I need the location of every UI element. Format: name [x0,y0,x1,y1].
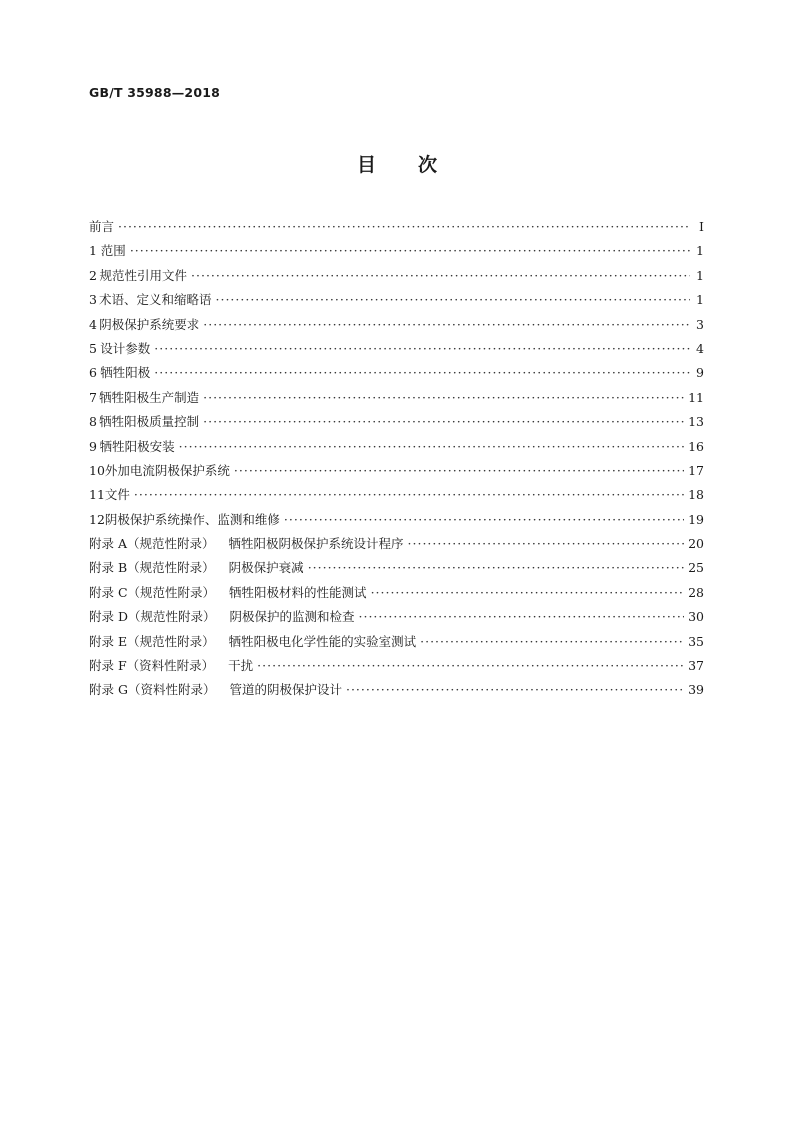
dot-leader [420,630,684,654]
toc-entry-label: 管道的阴极保护设计 [229,682,342,698]
toc-entry-label: 阴极保护衰减 [228,560,304,576]
dot-leader [216,288,690,312]
toc-entry-annex-code [89,581,229,605]
toc-entry-5[interactable] [89,337,704,361]
annex-prefix: 附录 D（规范性附录） [89,609,216,625]
toc-entry-8[interactable] [89,410,704,434]
toc-entry-annex-d[interactable] [89,605,704,629]
toc-entry-page: 30 [688,609,704,625]
toc-entry-label: 阴极保护系统操作、监测和维修 [104,511,280,527]
toc-entry-page: 1 [696,292,704,308]
table-of-contents [89,215,704,703]
toc-entry-number: 4 [89,316,97,332]
toc-entry-annex-code [89,532,229,556]
toc-entry-number: 5 [89,340,97,356]
dot-leader [284,508,684,532]
dot-leader [134,483,684,507]
toc-entry-page: Ⅰ [699,219,704,234]
toc-entry-label: 规范性引用文件 [99,267,188,283]
page-title [0,150,794,177]
toc-entry-annex-b[interactable] [89,556,704,580]
toc-entry-number: 1 [89,243,97,259]
toc-entry-label: 阴极保护系统要求 [99,316,200,332]
toc-entry-annex-e[interactable] [89,630,704,654]
toc-entry-number: 9 [89,438,97,454]
toc-entry-number: 11 [89,487,105,503]
dot-leader [257,654,684,678]
toc-entry-page: 19 [688,511,704,527]
dot-leader [118,215,690,239]
toc-entry-label: 牺牲阳极电化学性能的实验室测试 [228,633,417,649]
toc-entry-6[interactable] [89,361,704,385]
toc-entry-page: 1 [696,243,704,259]
toc-entry-3[interactable] [89,288,704,312]
toc-entry-label: 干扰 [228,658,254,674]
annex-prefix: 附录 C（规范性附录） [89,584,216,600]
toc-entry-11[interactable] [89,483,704,507]
toc-entry-10[interactable] [89,459,704,483]
dot-leader [203,386,684,410]
toc-entry-label: 设计参数 [100,340,151,356]
toc-entry-label: 牺牲阳极安装 [99,438,175,454]
toc-entry-page: 18 [688,487,704,503]
toc-entry-page: 39 [688,682,704,698]
dot-leader [203,313,690,337]
toc-entry-page: 3 [696,316,704,332]
toc-entry-label: 牺牲阳极材料的性能测试 [229,584,367,600]
toc-entry-page: 37 [688,658,704,674]
toc-entry-9[interactable] [89,435,704,459]
toc-entry-page: 4 [696,340,704,356]
toc-entry-label: 阴极保护的监测和检查 [229,609,355,625]
annex-prefix: 附录 B（规范性附录） [89,560,215,576]
toc-entry-annex-c[interactable] [89,581,704,605]
toc-entry-label: 范围 [100,243,126,259]
toc-entry-2[interactable] [89,264,704,288]
toc-entry-page: 1 [696,267,704,283]
annex-prefix: 附录 G（资料性附录） [89,682,216,698]
toc-entry-4[interactable] [89,313,704,337]
toc-entry-label: 文件 [104,487,130,503]
toc-entry-label: 牺牲阳极阴极保护系统设计程序 [228,536,404,552]
toc-entry-preface[interactable] [89,215,704,239]
title-char-right: 次 [418,154,438,176]
toc-entry-label: 牺牲阳极质量控制 [99,414,200,430]
toc-entry-label: 外加电流阴极保护系统 [104,462,230,478]
toc-entry-page: 16 [688,438,704,454]
toc-entry-page: 35 [688,633,704,649]
dot-leader [359,605,685,629]
dot-leader [203,410,684,434]
toc-entry-page: 9 [696,365,704,381]
toc-entry-number: 12 [89,511,105,527]
toc-entry-annex-a[interactable] [89,532,704,556]
toc-entry-annex-code [89,630,229,654]
toc-entry-label: 牺牲阳极生产制造 [99,389,200,405]
dot-leader [154,337,690,361]
dot-leader [408,532,685,556]
toc-entry-label: 前言 [89,219,115,234]
toc-entry-number: 2 [89,267,97,283]
toc-entry-number: 7 [89,389,97,405]
dot-leader [234,459,684,483]
annex-prefix: 附录 A（规范性附录） [89,536,215,552]
annex-prefix: 附录 E（规范性附录） [89,633,215,649]
dot-leader [371,581,685,605]
toc-entry-annex-code [89,605,230,629]
dot-leader [308,556,684,580]
toc-entry-number: 3 [89,292,97,308]
toc-entry-page: 20 [688,536,704,552]
toc-entry-label: 术语、定义和缩略语 [99,292,212,308]
toc-entry-page: 11 [688,389,704,405]
toc-entry-7[interactable] [89,386,704,410]
toc-entry-page: 17 [688,462,704,478]
title-char-left: 目 [356,154,376,176]
toc-entry-number: 10 [89,462,105,478]
toc-entry-annex-code [89,654,228,678]
toc-entry-page: 25 [688,560,704,576]
standard-number: GB/T 35988—2018 [89,85,221,100]
dot-leader [346,678,684,702]
toc-entry-1[interactable] [89,239,704,263]
toc-entry-label: 牺牲阳极 [100,365,151,381]
toc-entry-number: 6 [89,365,97,381]
toc-entry-annex-code [89,556,229,580]
toc-entry-page: 13 [688,414,704,430]
toc-entry-annex-code [89,678,229,702]
dot-leader [154,361,690,385]
dot-leader [191,264,690,288]
annex-prefix: 附录 F（资料性附录） [89,658,215,674]
toc-entry-page: 28 [688,584,704,600]
dot-leader [130,239,690,263]
toc-entry-annex-f[interactable] [89,654,704,678]
dot-leader [179,435,684,459]
toc-entry-number: 8 [89,414,97,430]
toc-entry-12[interactable] [89,508,704,532]
toc-entry-annex-g[interactable] [89,678,704,702]
